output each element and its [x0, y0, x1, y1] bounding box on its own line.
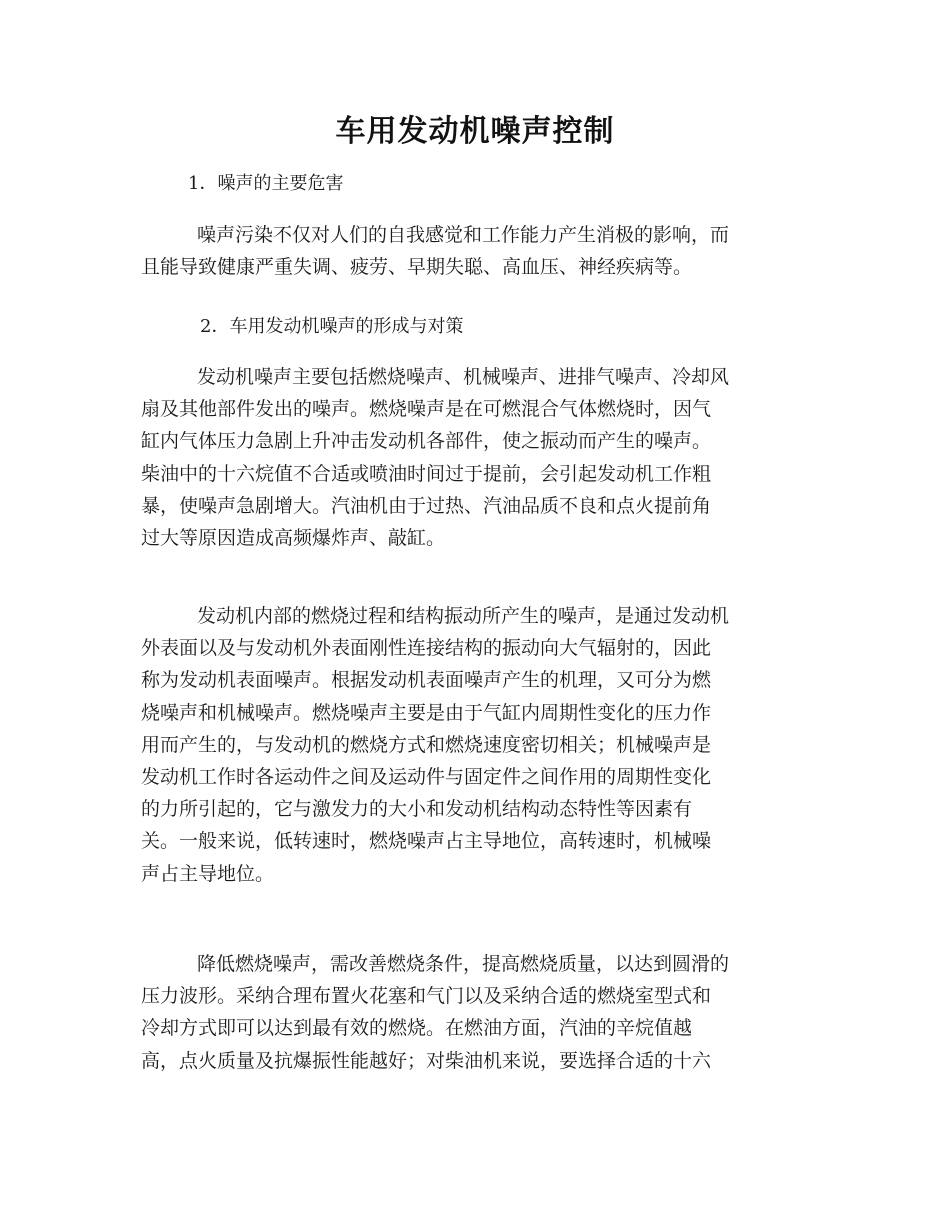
paragraph-line: 用而产生的，与发动机的燃烧方式和燃烧速度密切相关；机械噪声是: [141, 733, 712, 756]
paragraph-line: 烧噪声和机械噪声。燃烧噪声主要是由于气缸内周期性变化的压力作: [141, 701, 712, 724]
paragraph-combustion-reduction: [141, 948, 811, 1077]
paragraph-line: 且能导致健康严重失调、疲劳、早期失聪、高血压、神经疾病等。: [141, 256, 693, 279]
paragraph-line: 暴，使噪声急剧增大。汽油机由于过热、汽油品质不良和点火提前角: [141, 494, 712, 517]
paragraph-line: 发动机工作时各运动件之间及运动件与固定件之间作用的周期性变化: [141, 766, 712, 789]
paragraph-noise-hazards: [141, 219, 811, 283]
paragraph-line: 噪声污染不仅对人们的自我感觉和工作能力产生消极的影响，而: [197, 224, 730, 246]
paragraph-line: 高，点火质量及抗爆振性能越好；对柴油机来说，要选择合适的十六: [141, 1049, 712, 1072]
paragraph-line: 冷却方式即可以达到最有效的燃烧。在燃油方面，汽油的辛烷值越: [141, 1017, 693, 1040]
paragraph-line: 称为发动机表面噪声。根据发动机表面噪声产生的机理，又可分为燃: [141, 669, 712, 692]
paragraph-line: 发动机内部的燃烧过程和结构振动所产生的噪声，是通过发动机: [197, 605, 730, 627]
document-title: 车用发动机噪声控制: [335, 114, 615, 149]
section-heading-formation: 2．车用发动机噪声的形成与对策: [200, 316, 464, 337]
paragraph-line: 的力所引起的，它与激发力的大小和发动机结构动态特性等因素有: [141, 798, 693, 821]
paragraph-surface-noise: [141, 600, 811, 890]
paragraph-line: 扇及其他部件发出的噪声。燃烧噪声是在可燃混合气体燃烧时，因气: [141, 398, 712, 421]
paragraph-line: 过大等原因造成高频爆炸声、敲缸。: [141, 527, 446, 550]
paragraph-noise-sources: [141, 361, 811, 554]
paragraph-line: 缸内气体压力急剧上升冲击发动机各部件，使之振动而产生的噪声。: [141, 430, 712, 453]
paragraph-line: 降低燃烧噪声，需改善燃烧条件，提高燃烧质量，以达到圆滑的: [197, 953, 730, 975]
paragraph-line: 关。一般来说，低转速时，燃烧噪声占主导地位，高转速时，机械噪: [141, 830, 712, 853]
paragraph-line: 压力波形。采纳合理布置火花塞和气门以及采纳合适的燃烧室型式和: [141, 985, 712, 1008]
paragraph-line: 声占主导地位。: [141, 862, 275, 885]
section-heading-hazards: 1．噪声的主要危害: [188, 173, 344, 194]
paragraph-line: 外表面以及与发动机外表面刚性连接结构的振动向大气辐射的，因此: [141, 637, 712, 660]
paragraph-line: 柴油中的十六烷值不合适或喷油时间过于提前，会引起发动机工作粗: [141, 462, 712, 485]
paragraph-line: 发动机噪声主要包括燃烧噪声、机械噪声、进排气噪声、冷却风: [197, 366, 730, 388]
